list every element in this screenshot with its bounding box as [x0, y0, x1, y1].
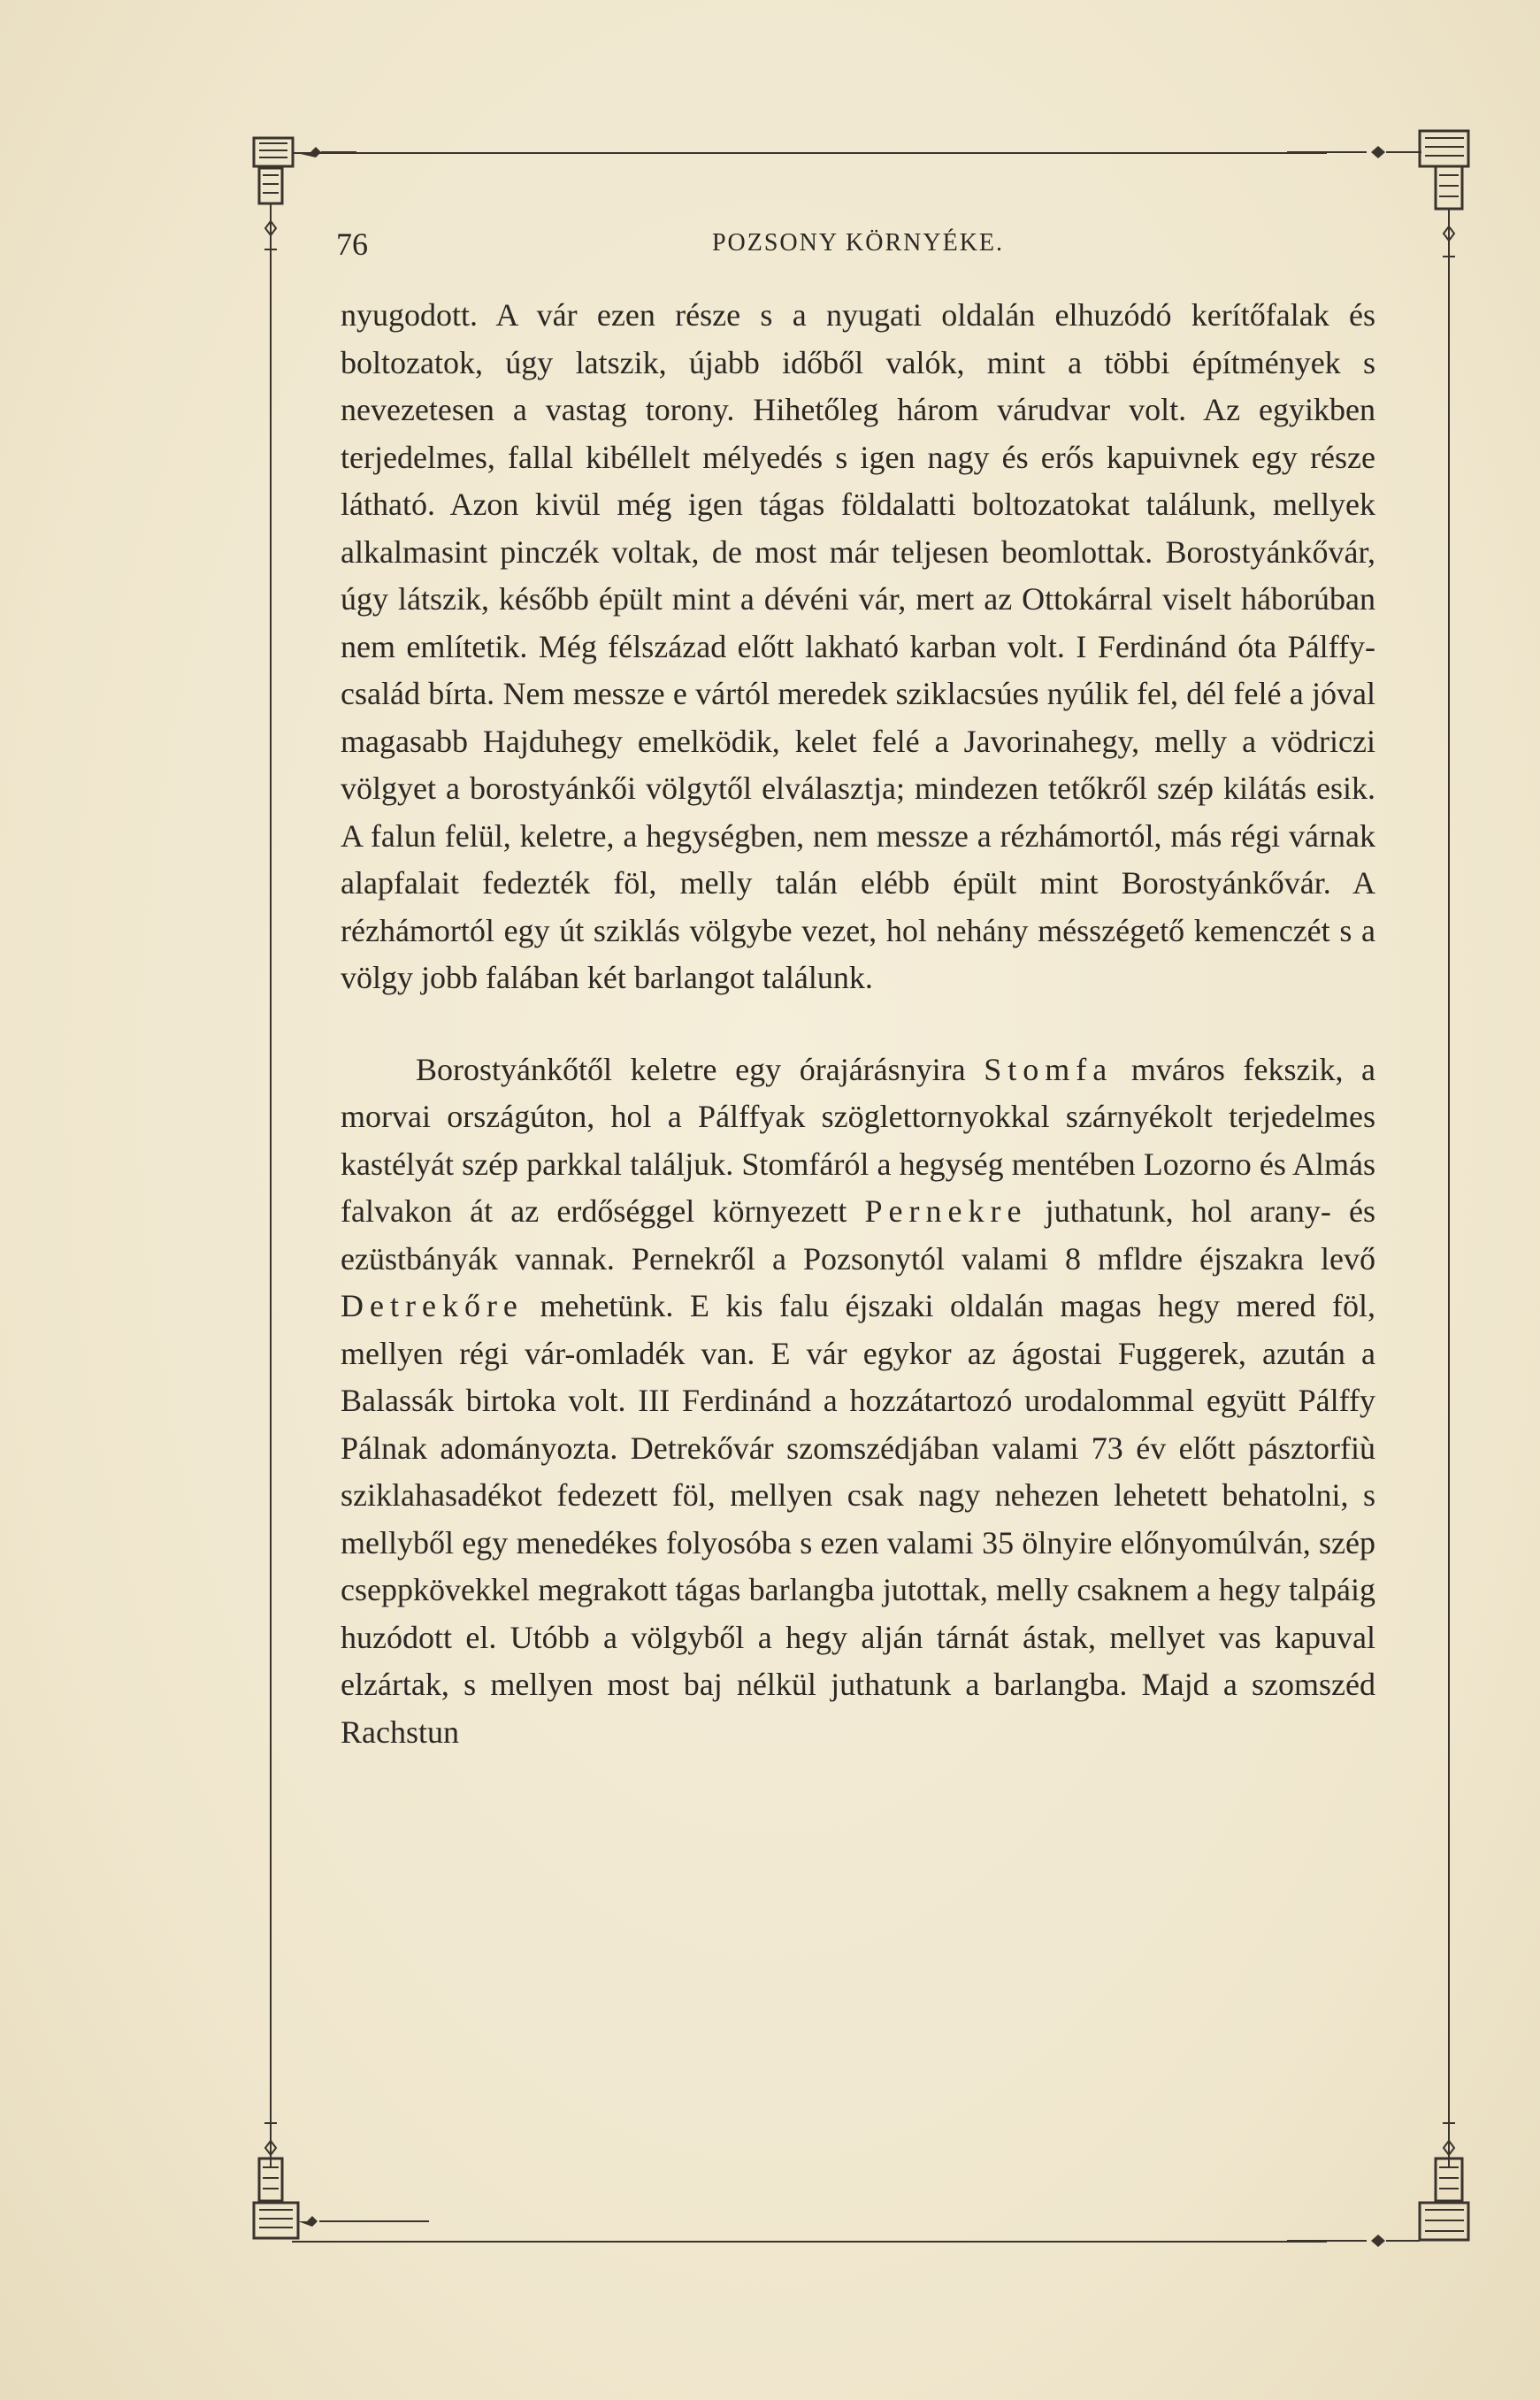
text-run: Borostyánkőtől keletre egy órajárásnyira	[416, 1051, 966, 1087]
paragraph	[341, 1047, 1375, 1757]
place-name-detrekő: Detrekőre	[341, 1288, 524, 1323]
place-name-pernek: Pernekre	[864, 1193, 1028, 1229]
running-head: POZSONY KÖRNYÉKE.	[711, 229, 1005, 257]
frame-right-rule	[1448, 221, 1450, 2167]
paragraph: nyugodott. A vár ezen része s a nyugati oldalán elhuzódó kerítőfalak és boltozatok, úgy latszik, újabb időből valók, mint a többi építmények s nevezetesen a vastag torony. Hihetőleg három várudvar volt. Az egyikben terjedelmes, fallal kibéllelt mélyedés s igen nagy és erős kapuivnek egy része látható. Azon kivül még igen tágas földalatti boltozatokat találunk, mellyek alkalmasint pinczék voltak, de most már teljesen beomlottak. Borostyánkővár, úgy látszik, később épült mint a dévéni vár, mert az Ottokárral viselt háborúban nem említetik. Még félszázad előtt lakható karban volt. I Ferdinánd óta Pálffy-család bírta. Nem messze e vártól meredek sziklacsúes nyúlik fel, dél felé a jóval magasabb Hajduhegy emelködik, kelet felé a Javorinahegy, melly a vödriczi völgyet a borostyánkői völgytől elválasztja; mindezen tetőkről szép kilátás esik. A falun felül, keletre, a hegységben, nem messze a rézhámortól, más régi várnak alapfalait fedezték föl, melly talán elébb épült mint Borostyánkővár. A rézhámortól egy út sziklás völgybe vezet, hol nehány mésszégető kemenczét s a völgy jobb falában két barlangot találunk.	[341, 297, 1375, 995]
text-run: mváros fekszik, a morvai országúton, hol a Pálffyak szöglettornyokkal szárnyékolt terjedelmes kastélyát szép parkkal találjuk. Stomfáról a hegység mentében Lozorno és Almás falvakon át az erdőséggel környezett	[341, 1051, 1376, 1229]
frame-top-rule	[292, 152, 1327, 154]
frame-left-rule	[270, 221, 272, 2167]
corner-ornament-icon	[252, 2097, 429, 2265]
corner-ornament-icon	[1287, 2097, 1477, 2265]
place-name-stomfa: Stomfa	[984, 1051, 1114, 1087]
body-text	[341, 292, 1375, 1756]
page-header	[336, 226, 1380, 270]
page-number: 76	[336, 226, 368, 262]
frame-bottom-rule	[292, 2241, 1327, 2243]
text-run: juthatunk, hol arany- és ezüstbányák vannak. Pernekről a Pozsonytól valami 8 mfldre éjszakra levő	[341, 1193, 1375, 1277]
text-run: mehetünk. E kis falu éjszaki oldalán magas hegy mered föl, mellyen régi vár-omladék van. E vár egykor az ágostai Fuggerek, azután a Balassák birtoka volt. III Ferdinánd a hozzátartozó urodalommal együtt Pálffy Pálnak adományozta. Detrekővár szomszédjában valami 73 év előtt pásztorfiù sziklahasadékot fedezett föl, mellyen csak nagy nehezen lehetett behatolni, s mellyből egy menedékes folyosóba s ezen valami 35 ölnyire előnyomúlván, szép cseppkövekkel megrakott tágas barlangba jutottak, melly csaknem a hegy talpáig huzódott el. Utóbb a völgyből a hegy alján tárnát ástak, mellyet vas kapuval elzártak, s mellyen most baj nélkül juthatunk a barlangba. Majd a szomszéd Rachstun	[341, 1288, 1376, 1750]
